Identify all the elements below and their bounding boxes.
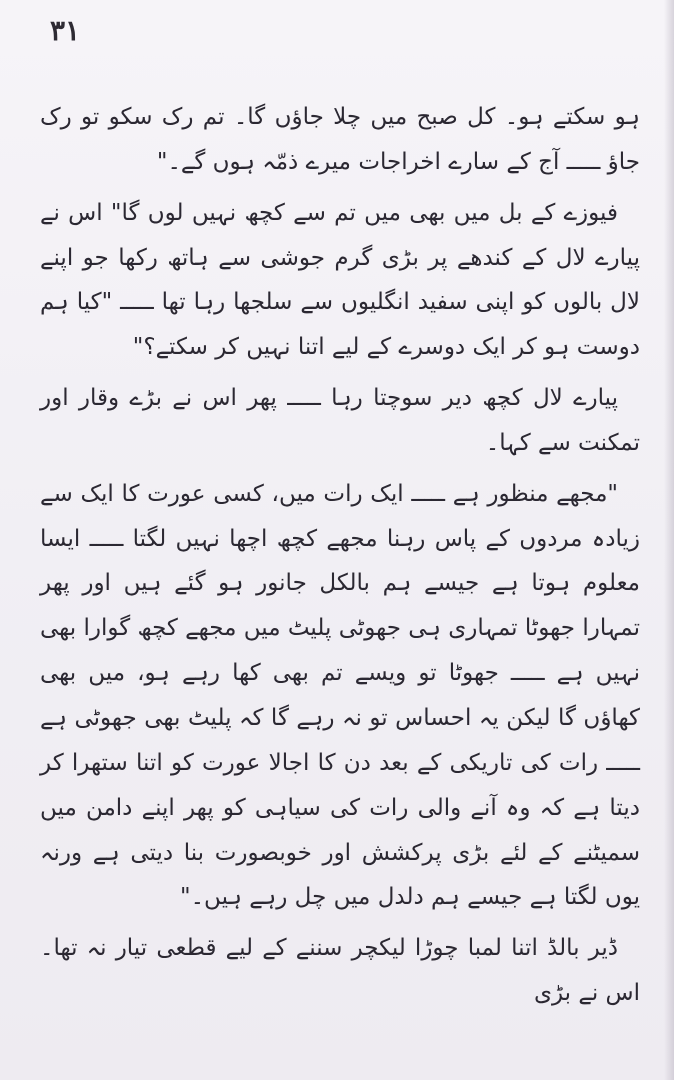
page-edge-shadow (664, 0, 674, 1080)
paragraph-5: ڈیر بالڈ اتنا لمبا چوڑا لیکچر سننے کے لیے قطعی تیار نہ تھا۔ اس نے بڑی (40, 935, 640, 1007)
paragraph-1: ہو سکتے ہو۔ کل صبح میں چلا جاؤں گا۔ تم رک سکو تو رک جاؤ ـــــ آج کے سارے اخراجات میرے ذمّہ ہوں گے۔" (40, 104, 640, 175)
body-text (40, 95, 640, 1022)
paragraph-4: "مجھے منظور ہے ـــــ ایک رات میں، کسی عورت کا ایک سے زیادہ مردوں کے پاس رہنا مجھے کچھ اچھا نہیں لگتا ـــــ ایسا معلوم ہوتا ہے جیسے ہم بالکل جانور ہو گئے ہیں اور پھر تمہارا جھوٹا تمہاری ہی جھوٹی پلیٹ میں مجھے کچھ گوارا بھی نہیں ہے ـــــ جھوٹا تو ویسے تم بھی کھا رہے ہو، میں بھی کھاؤں گا لیکن یہ احساس تو نہ رہے گا کہ پلیٹ بھی جھوٹی ہے ـــــ رات کی تاریکی کے بعد دن کا اجالا عورت کو اتنا ستھرا کر دیتا ہے کہ وہ آنے والی رات کی سیاہی کو پھر اپنے دامن میں سمیٹنے کے لئے بڑی پرکشش اور خوبصورت بنا دیتی ہے ورنہ یوں لگتا ہے جیسے ہم دلدل میں چل رہے ہیں۔" (40, 480, 640, 911)
paragraph-3: پیارے لال کچھ دیر سوچتا رہا ـــــ پھر اس نے بڑے وقار اور تمکنت سے کہا۔ (40, 385, 640, 456)
page-number: ۳۱ (50, 14, 81, 47)
paragraph-2: فیوزے کے بل میں بھی میں تم سے کچھ نہیں لوں گا" اس نے پیارے لال کے کندھے پر بڑی گرم جوشی سے ہاتھ رکھا جو اپنے لال بالوں کو اپنی سفید انگلیوں سے سلجھا رہا تھا ـــــ "کیا ہم دوست ہو کر ایک دوسرے کے لیے اتنا نہیں کر سکتے؟" (40, 199, 640, 361)
